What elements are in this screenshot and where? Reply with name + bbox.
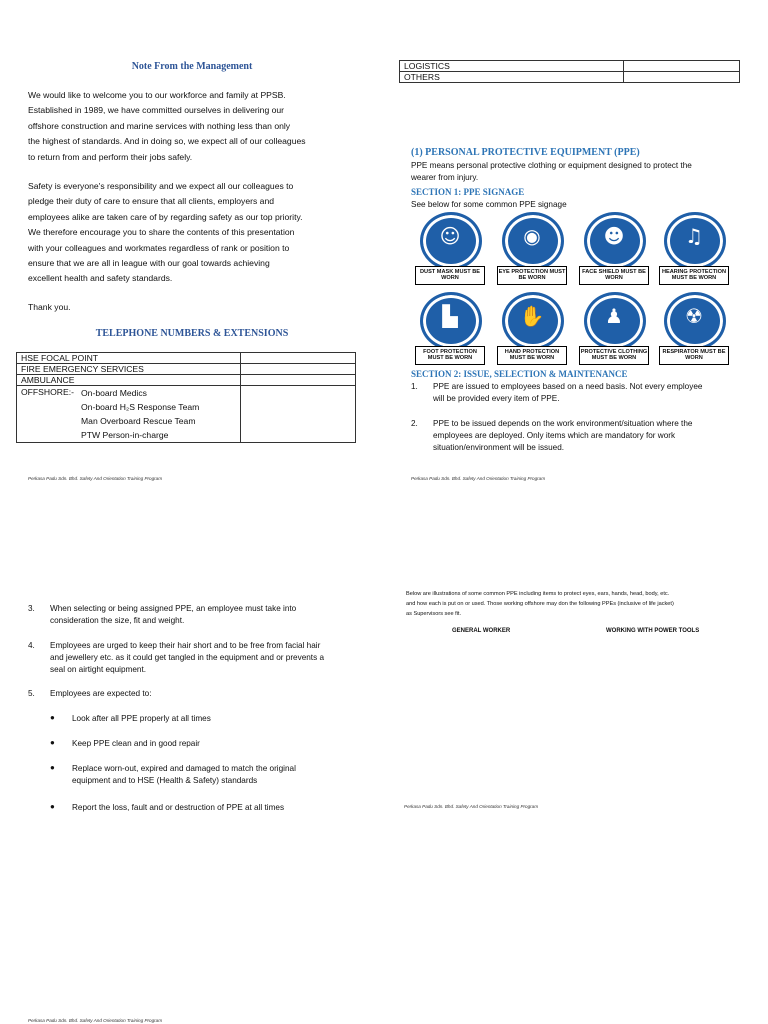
text-line: ensure that we are all in league with our goal towards achieving xyxy=(28,258,270,269)
text-line: PPE are issued to employees based on a need basis. Not every employee xyxy=(433,382,703,391)
sign-caption: DUST MASK MUST BE WORN xyxy=(415,266,485,285)
sign-caption: PROTECTIVE CLOTHING MUST BE WORN xyxy=(579,346,649,365)
text-line: Below are illustrations of some common PPE including items to protect eyes, ears, hands, head, body, etc. xyxy=(406,591,670,597)
sign-caption: HEARING PROTECTION MUST BE WORN xyxy=(659,266,729,285)
sign-caption: EYE PROTECTION MUST BE WORN xyxy=(497,266,567,285)
goggles-icon: ◉ xyxy=(523,224,541,248)
section-1-title: SECTION 1: PPE SIGNAGE xyxy=(411,187,525,197)
text-line: Employees are expected to: xyxy=(50,689,152,698)
page-footer: Perkasa Padu Sdn. Bhd. Safety And Orientation Training Program xyxy=(411,476,546,481)
text-line: consideration the size, fit and weight. xyxy=(50,616,185,625)
text-line: Safety is everyone's responsibility and we expect all our colleagues to xyxy=(28,181,294,191)
text-line: employees are deployed. Only items which are mandatory for work xyxy=(433,431,676,440)
text-line: We therefore encourage you to share the contents of this presentation xyxy=(28,227,295,238)
text-line: wearer from injury. xyxy=(411,173,479,182)
offshore-item: Man Overboard Rescue Team xyxy=(81,416,196,426)
welcome-paragraph xyxy=(28,88,373,165)
page-2-lower: SECTION 2: ISSUE, SELECTION & MAINTENANCE 1. PPE are issued to employees based on a need basis. Not every employee will be provided every item of PPE. 2. PPE to be issued depends on the work environment/situation where the employees are deployed. Only items which are mandatory for work situation/environment will be issued. Perkasa Padu Sdn. Bhd. Safety And Orientation Training Program xyxy=(411,369,703,481)
offshore-label: OFFSHORE:- xyxy=(21,387,74,397)
text-line: PPE to be issued depends on the work environment/situation where the xyxy=(433,419,693,428)
bullet-icon: ● xyxy=(50,802,55,811)
thank-you-text: Thank you. xyxy=(28,302,71,312)
text-line: excellent health and safety standards. xyxy=(28,273,173,284)
column-heading-power-tools: WORKING WITH POWER TOOLS xyxy=(606,628,700,634)
table-row xyxy=(17,375,356,386)
sign-caption: FOOT PROTECTION MUST BE WORN xyxy=(415,346,485,365)
table-row xyxy=(17,386,356,443)
text-line: Look after all PPE properly at all times xyxy=(72,714,211,723)
table-row xyxy=(17,364,356,375)
bullet-icon: ● xyxy=(50,763,55,772)
column-heading-general-worker: GENERAL WORKER xyxy=(452,628,511,634)
page-1 xyxy=(0,0,384,512)
page-title: Note From the Management xyxy=(131,61,253,72)
text-line: Replace worn-out, expired and damaged to match the original xyxy=(72,764,296,773)
text-line: Established in 1989, we have committed ourselves in delivering our xyxy=(28,105,285,116)
text-line: situation/environment will be issued. xyxy=(433,443,565,452)
table-cell: AMBULANCE xyxy=(17,375,241,386)
face-shield-icon: ☻ xyxy=(603,224,625,248)
section-2-title: SECTION 2: ISSUE, SELECTION & MAINTENANCE xyxy=(411,369,628,379)
table-cell: OTHERS xyxy=(400,72,624,83)
text-line: seal on airtight equipment. xyxy=(50,665,147,674)
text-line: Employees are urged to keep their hair short and to be free from facial hair xyxy=(50,641,321,650)
table-cell: FIRE EMERGENCY SERVICES xyxy=(17,364,241,375)
page-footer: Perkasa Padu Sdn. Bhd. Safety And Orientation Training Program xyxy=(28,1018,163,1023)
bullet-icon: ● xyxy=(50,738,55,747)
text-line: employees alike are taken care of by regarding safety as our top priority. xyxy=(28,211,303,222)
glove-icon: ✋ xyxy=(519,304,545,328)
text-line: to return from and perform their jobs safely. xyxy=(28,151,193,162)
page-footer: Perkasa Padu Sdn. Bhd. Safety And Orientation Training Program xyxy=(404,804,539,809)
telephone-table xyxy=(16,352,356,443)
text-line: offshore construction and marine services with nothing less than only xyxy=(28,120,291,131)
illustrations-intro xyxy=(406,589,766,619)
table-cell: LOGISTICS xyxy=(400,61,624,72)
offshore-item: On-board Medics xyxy=(81,388,147,398)
respirator-icon: ☢ xyxy=(685,304,703,328)
text-line: Keep PPE clean and in good repair xyxy=(72,739,200,748)
text-line: Report the loss, fault and or destruction of PPE at all times xyxy=(72,803,285,812)
text-line: as Supervisors see fit. xyxy=(406,611,462,617)
text-line: When selecting or being assigned PPE, an employee must take into xyxy=(50,604,297,613)
page-4 xyxy=(384,512,768,1024)
text-line: with your colleagues and workmates regardless of rank or position to xyxy=(28,242,290,253)
section-1-subtitle: See below for some common PPE signage xyxy=(411,200,567,209)
ppe-section-title: (1) PERSONAL PROTECTIVE EQUIPMENT (PPE) xyxy=(411,147,640,158)
sign-caption: RESPIRATOR MUST BE WORN xyxy=(659,346,729,365)
telephone-section-title: TELEPHONE NUMBERS & EXTENSIONS xyxy=(95,328,289,339)
page-footer: Perkasa Padu Sdn. Bhd. Safety And Orientation Training Program xyxy=(28,476,163,481)
bullet-icon: ● xyxy=(50,713,55,722)
text-line: equipment and to HSE (Health & Safety) standards xyxy=(72,776,258,785)
sign-caption: FACE SHIELD MUST BE WORN xyxy=(579,266,649,285)
offshore-item: PTW Person-in-charge xyxy=(81,430,169,440)
boot-icon: ▙ xyxy=(442,304,458,328)
text-line: PPE means personal protective clothing or equipment designed to protect the xyxy=(411,161,692,170)
table-cell xyxy=(17,386,241,443)
ear-muffs-icon: ♫ xyxy=(685,224,703,248)
sign-caption: HAND PROTECTION MUST BE WORN xyxy=(497,346,567,365)
text-line: will be provided every item of PPE. xyxy=(433,394,560,403)
text-line: and jewellery etc. as it could get tangled in the equipment and or prevents a xyxy=(50,653,324,662)
text-line: the highest of standards. And in doing so, we expect all of our colleagues xyxy=(28,136,306,147)
offshore-item: On-board H₂S Response Team xyxy=(81,402,200,412)
page-3: 3. When selecting or being assigned PPE, an employee must take into consideration the size, fit and weight. 4. Employees are urged to keep their hair short and to be free from facial hair and jewellery etc. as it could get tangled in the equipment and or prevents a seal on airtight equipment. 5. Employees are expected to: ● Look after all PPE properly at all times ● Keep PPE clean and in good repair ● Replace worn-out, expired and damaged to match the original equipment and to HSE (Health & Safety) standards ● Report the loss, fault and or destruction of PPE at all times Perkasa Padu Sdn. Bhd. Safety And Orientation Training Program xyxy=(28,604,324,1023)
dust-mask-icon: ☺ xyxy=(439,224,461,248)
text-line: and how each is put on or used. Those working offshore may don the following PPEs (inclusive of life jacket) xyxy=(406,601,674,607)
table-cell: HSE FOCAL POINT xyxy=(17,353,241,364)
table-row xyxy=(17,353,356,364)
text-line: pledge their duty of care to ensure that all clients, employers and xyxy=(28,196,275,207)
overalls-icon: ♟ xyxy=(605,304,623,328)
safety-paragraph xyxy=(28,179,373,287)
text-line: We would like to welcome you to our workforce and family at PPSB. xyxy=(28,90,286,100)
